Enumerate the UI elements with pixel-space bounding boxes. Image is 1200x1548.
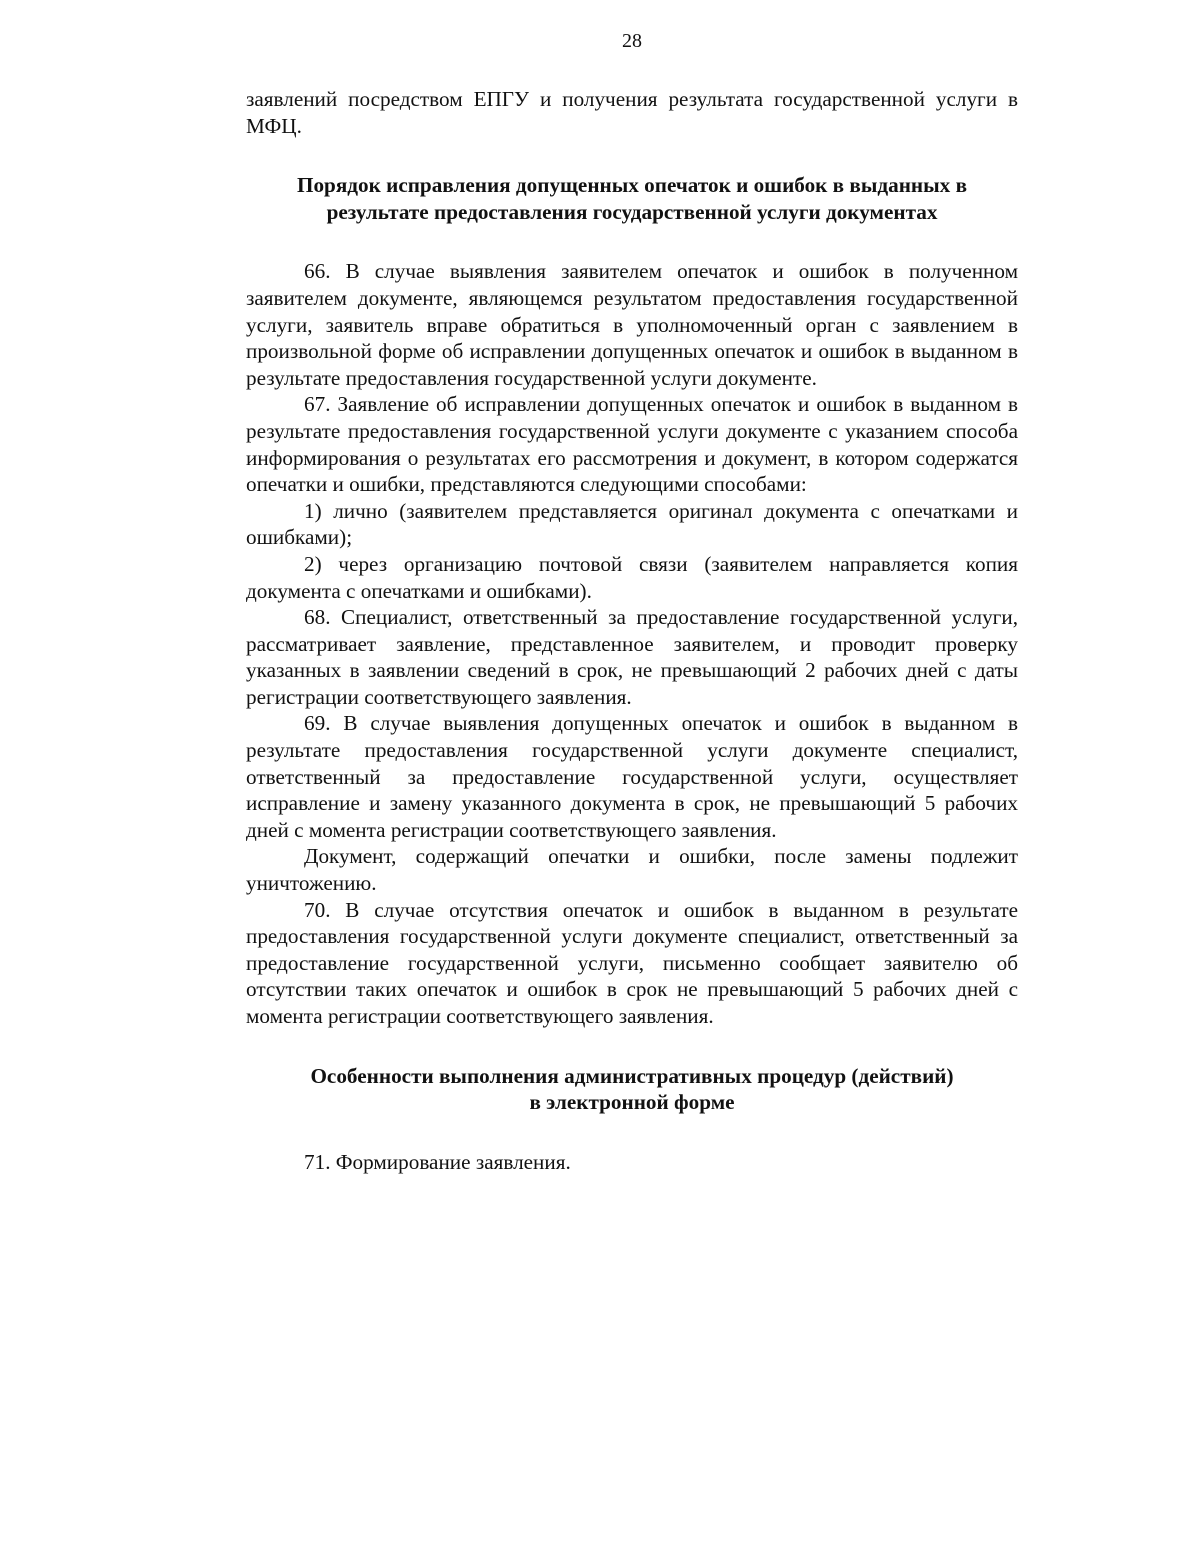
paragraph-66: 66. В случае выявления заявителем опечаток и ошибок в полученном заявителем документе, являющемся результатом предоставления государственной услуги, заявитель вправе обратиться в уполномоченный орган с заявлением в произвольной форме об исправлении допущенных опечаток и ошибок в выданном в результате предоставления государственной услуги документе. (246, 259, 1018, 390)
section-heading-line: результате предоставления государственной услуги документах (326, 199, 938, 224)
page-number: 28 (622, 30, 642, 52)
paragraph-document-destruction: Документ, содержащий опечатки и ошибки, после замены подлежит уничтожению. (246, 844, 1018, 896)
section-heading-line: Порядок исправления допущенных опечаток и ошибок в выданных в (296, 173, 968, 198)
list-item-postal: 2) через организацию почтовой связи (заявителем направляется копия документа с опечатками и ошибками). (246, 551, 1018, 603)
paragraph-68: 68. Специалист, ответственный за предоставление государственной услуги, рассматривает заявление, представленное заявителем, и проводит проверку указанных в заявлении сведений в срок, не превышающий 2 рабочих дней с даты регистрации соответствующего заявления. (246, 605, 1018, 709)
section-heading-line: Особенности выполнения административных процедур (действий) (310, 1063, 954, 1088)
paragraph-69: 69. В случае выявления допущенных опечаток и ошибок в выданном в результате предоставления государственной услуги документе специалист, ответственный за предоставление государственной услуги, осуществляет исправление и замену указанного документа в срок, не превышающий 5 рабочих дней с момента регистрации соответствующего заявления. (246, 711, 1018, 842)
section-heading-line: в электронной форме (529, 1090, 735, 1115)
paragraph-67: 67. Заявление об исправлении допущенных опечаток и ошибок в выданном в результате предоставления государственной услуги документе с указанием способа информирования о результатах его рассмотрения и документ, в котором содержатся опечатки и ошибки, представляются следующими способами: (246, 392, 1018, 497)
section-heading-electronic (246, 1063, 1018, 1116)
paragraph-70: 70. В случае отсутствия опечаток и ошибок в выданном в результате предоставления государственной услуги документе специалист, ответственный за предоставление государственной услуги, письменно сообщает заявителю об отсутствии таких опечаток и ошибок в срок не превышающий 5 рабочих дней с момента регистрации соответствующего заявления. (246, 897, 1018, 1028)
intro-paragraph: заявлений посредством ЕПГУ и получения результата государственной услуги в МФЦ. (246, 87, 1018, 138)
section-heading-corrections (246, 172, 1018, 225)
list-item-personally: 1) лично (заявителем представляется оригинал документа с опечатками и ошибками); (246, 498, 1018, 550)
paragraph-71: 71. Формирование заявления. (304, 1149, 571, 1174)
document-body (246, 86, 1018, 1175)
